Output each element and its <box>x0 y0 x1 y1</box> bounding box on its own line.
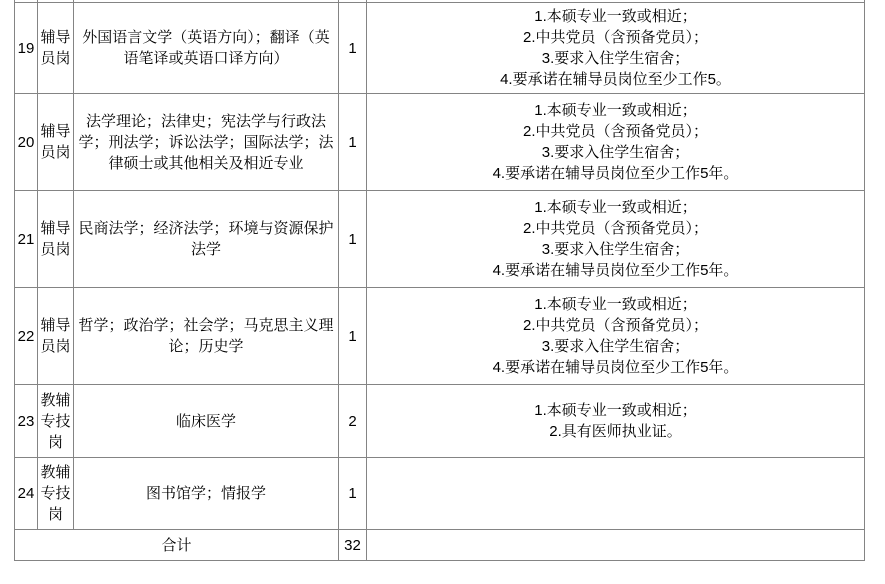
post-type: 辅导员岗 <box>38 288 74 385</box>
requirement-line: 1.本硕专业一致或相近； <box>534 199 697 216</box>
row-number: 24 <box>15 458 38 530</box>
table-row-20 <box>15 94 865 191</box>
requirement-line: 4.要承诺在辅导员岗位至少工作5。 <box>500 71 731 88</box>
post-type: 教辅专技岗 <box>38 458 74 530</box>
requirement-line: 1.本硕专业一致或相近； <box>534 102 697 119</box>
headcount: 2 <box>339 385 367 458</box>
requirement-line: 4.要承诺在辅导员岗位至少工作5年。 <box>492 165 739 182</box>
major: 哲学；政治学；社会学；马克思主义理论；历史学 <box>74 288 339 385</box>
recruitment-table <box>14 0 865 561</box>
requirement-line: 3.要求入住学生宿舍； <box>541 241 690 258</box>
requirements <box>367 458 865 530</box>
table-row-24 <box>15 458 865 530</box>
requirement-line: 1.本硕专业一致或相近； <box>534 8 697 25</box>
row-number: 21 <box>15 191 38 288</box>
headcount: 1 <box>339 3 367 94</box>
post-type: 辅导员岗 <box>38 3 74 94</box>
table-row-19 <box>15 3 865 94</box>
headcount: 1 <box>339 458 367 530</box>
row-number: 23 <box>15 385 38 458</box>
major: 法学理论；法律史；宪法学与行政法学；刑法学；诉讼法学；国际法学；法律硕士或其他相关及相近专业 <box>74 94 339 191</box>
total-label: 合计 <box>15 530 339 561</box>
requirement-line: 2.中共党员（含预备党员）； <box>522 29 708 46</box>
row-number: 22 <box>15 288 38 385</box>
requirement-line: 2.中共党员（含预备党员）； <box>522 220 708 237</box>
requirements <box>367 191 865 288</box>
post-type: 辅导员岗 <box>38 191 74 288</box>
major: 民商法学；经济法学；环境与资源保护法学 <box>74 191 339 288</box>
requirement-line: 2.中共党员（含预备党员）； <box>522 317 708 334</box>
table-row-21 <box>15 191 865 288</box>
major: 图书馆学；情报学 <box>74 458 339 530</box>
requirement-line: 4.要承诺在辅导员岗位至少工作5年。 <box>492 359 739 376</box>
headcount: 1 <box>339 94 367 191</box>
post-type: 教辅专技岗 <box>38 385 74 458</box>
requirements <box>367 3 865 94</box>
major: 外国语言文学（英语方向）；翻译（英语笔译或英语口译方向） <box>74 3 339 94</box>
requirement-line: 2.具有医师执业证。 <box>549 423 682 440</box>
requirements <box>367 94 865 191</box>
requirements <box>367 288 865 385</box>
total-row <box>15 530 865 561</box>
total-requirements-empty <box>367 530 865 561</box>
requirement-line: 1.本硕专业一致或相近； <box>534 296 697 313</box>
row-number: 19 <box>15 3 38 94</box>
requirement-line: 2.中共党员（含预备党员）； <box>522 123 708 140</box>
total-count: 32 <box>339 530 367 561</box>
table-row-22 <box>15 288 865 385</box>
requirement-line: 4.要承诺在辅导员岗位至少工作5年。 <box>492 262 739 279</box>
post-type: 辅导员岗 <box>38 94 74 191</box>
requirement-line: 3.要求入住学生宿舍； <box>541 50 690 67</box>
major: 临床医学 <box>74 385 339 458</box>
table-row-23 <box>15 385 865 458</box>
headcount: 1 <box>339 288 367 385</box>
requirement-line: 3.要求入住学生宿舍； <box>541 144 690 161</box>
headcount: 1 <box>339 191 367 288</box>
requirement-line: 3.要求入住学生宿舍； <box>541 338 690 355</box>
requirement-line: 1.本硕专业一致或相近； <box>534 402 697 419</box>
row-number: 20 <box>15 94 38 191</box>
requirements <box>367 385 865 458</box>
